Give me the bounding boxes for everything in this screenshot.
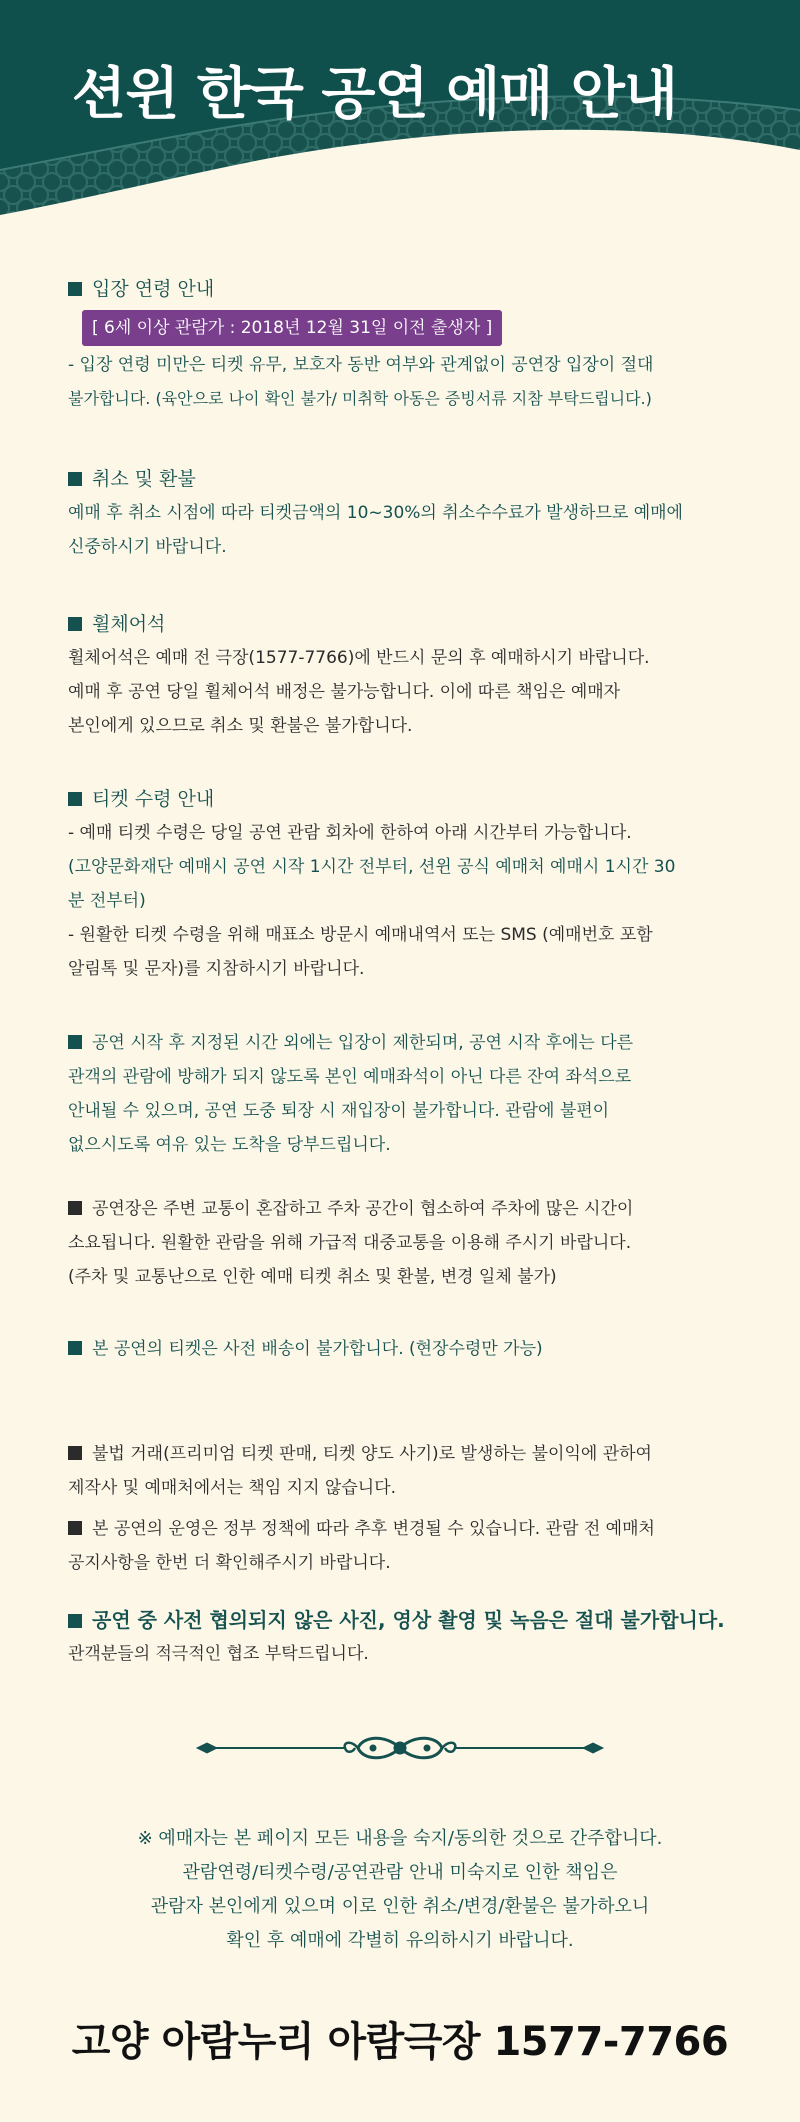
section-heading xyxy=(68,272,758,306)
section-line-text: 공연 시작 후 지정된 시간 외에는 입장이 제한되며, 공연 시작 후에는 다른 xyxy=(92,1033,634,1053)
agreement-notice xyxy=(0,1822,800,1958)
section-line: 소요됩니다. 원활한 관람을 위해 가급적 대중교통을 이용해 주시기 바랍니다. xyxy=(68,1233,632,1253)
section-line: 없으시도록 여유 있는 도착을 당부드립니다. xyxy=(68,1135,391,1155)
section-line: 관객분들의 적극적인 협조 부탁드립니다. xyxy=(68,1644,369,1664)
section-line xyxy=(68,1192,758,1226)
page-header xyxy=(0,0,800,230)
section-line: 제작사 및 예매처에서는 책임 지지 않습니다. xyxy=(68,1478,397,1498)
page-title: 션윈 한국 공연 예매 안내 xyxy=(72,62,677,127)
square-bullet-icon xyxy=(68,1035,82,1049)
section-age xyxy=(68,272,758,416)
square-bullet-icon xyxy=(68,1614,82,1628)
notice-line: 관람자 본인에게 있으며 이로 인한 취소/변경/환불은 불가하오니 xyxy=(150,1896,650,1917)
section-line: (주차 및 교통난으로 인한 예매 티켓 취소 및 환불, 변경 일체 불가) xyxy=(68,1267,557,1287)
square-bullet-icon xyxy=(68,617,82,631)
section-line: 불가합니다. (육안으로 나이 확인 불가/ 미취학 아동은 증빙서류 지참 부탁드립니다.) xyxy=(68,389,652,408)
section-recording xyxy=(68,1603,758,1671)
age-rating-badge: [ 6세 이상 관람가 : 2018년 12월 31일 이전 출생자 ] xyxy=(82,310,502,346)
section-parking xyxy=(68,1192,758,1294)
square-bullet-icon xyxy=(68,472,82,486)
section-line: - 예매 티켓 수령은 당일 공연 관람 회차에 한하여 아래 시간부터 가능합니다. xyxy=(68,823,632,843)
section-heading xyxy=(68,607,758,641)
square-bullet-icon xyxy=(68,282,82,296)
section-illegal xyxy=(68,1437,758,1505)
section-heading-text: 티켓 수령 안내 xyxy=(92,788,215,810)
section-line: 분 전부터) xyxy=(68,891,146,911)
square-bullet-icon xyxy=(68,1521,82,1535)
section-line: - 원활한 티켓 수령을 위해 매표소 방문시 예매내역서 또는 SMS (예매번호 포함 xyxy=(68,925,653,945)
section-line: 알림톡 및 문자)를 지참하시기 바랍니다. xyxy=(68,959,365,979)
section-heading-text: 휠체어석 xyxy=(92,613,166,635)
section-heading xyxy=(68,1603,758,1637)
section-line xyxy=(68,1437,758,1471)
section-policy xyxy=(68,1512,758,1580)
section-line: 예매 후 취소 시점에 따라 티켓금액의 10~30%의 취소수수료가 발생하므로 예매에 xyxy=(68,503,683,523)
notice-line: 확인 후 예매에 각별히 유의하시기 바랍니다. xyxy=(226,1930,574,1951)
section-ticket xyxy=(68,782,758,986)
section-line: 본인에게 있으므로 취소 및 환불은 불가합니다. xyxy=(68,716,413,736)
section-line: 관객의 관람에 방해가 되지 않도록 본인 예매좌석이 아닌 다른 잔여 좌석으로 xyxy=(68,1067,632,1087)
section-line: (고양문화재단 예매시 공연 시작 1시간 전부터, 션윈 공식 예매처 예매시 1시간 30 xyxy=(68,857,676,877)
section-line: - 입장 연령 미만은 티켓 유무, 보호자 동반 여부와 관계없이 공연장 입장이 절대 xyxy=(68,355,654,375)
section-line-text: 본 공연의 티켓은 사전 배송이 불가합니다. (현장수령만 가능) xyxy=(92,1339,543,1359)
section-line: 공지사항을 한번 더 확인해주시기 바랍니다. xyxy=(68,1553,391,1573)
square-bullet-icon xyxy=(68,1201,82,1215)
section-line: 안내될 수 있으며, 공연 도중 퇴장 시 재입장이 불가합니다. 관람에 불편이 xyxy=(68,1101,610,1121)
section-line: 신중하시기 바랍니다. xyxy=(68,537,227,557)
section-cancel xyxy=(68,462,758,564)
notice-line: ※ 예매자는 본 페이지 모든 내용을 숙지/동의한 것으로 간주합니다. xyxy=(137,1828,663,1849)
section-line xyxy=(68,1512,758,1546)
section-heading-text: 취소 및 환불 xyxy=(92,468,196,490)
square-bullet-icon xyxy=(68,1341,82,1355)
ornamental-divider xyxy=(195,1728,605,1768)
square-bullet-icon xyxy=(68,1446,82,1460)
section-heading-text: 입장 연령 안내 xyxy=(92,278,215,300)
section-late-entry xyxy=(68,1026,758,1162)
section-line: 휠체어석은 예매 전 극장(1577-7766)에 반드시 문의 후 예매하시기 바랍니다. xyxy=(68,648,650,668)
section-line-text: 불법 거래(프리미엄 티켓 판매, 티켓 양도 사기)로 발생하는 불이익에 관하여 xyxy=(92,1444,652,1464)
section-heading-text: 공연 중 사전 협의되지 않은 사진, 영상 촬영 및 녹음은 절대 불가합니다. xyxy=(92,1608,725,1632)
section-heading xyxy=(68,782,758,816)
section-delivery xyxy=(68,1332,758,1366)
section-line-text: 본 공연의 운영은 정부 정책에 따라 추후 변경될 수 있습니다. 관람 전 예매처 xyxy=(92,1519,655,1539)
venue-contact: 고양 아람누리 아람극장 1577-7766 xyxy=(71,2019,729,2065)
section-line xyxy=(68,1332,758,1366)
section-heading xyxy=(68,462,758,496)
section-line xyxy=(68,1026,758,1060)
section-line-text: 공연장은 주변 교통이 혼잡하고 주차 공간이 협소하여 주차에 많은 시간이 xyxy=(92,1199,634,1219)
square-bullet-icon xyxy=(68,792,82,806)
section-wheelchair xyxy=(68,607,758,743)
section-line: 예매 후 공연 당일 휠체어석 배정은 불가능합니다. 이에 따른 책임은 예매자 xyxy=(68,682,621,702)
notice-line: 관람연령/티켓수령/공연관람 안내 미숙지로 인한 책임은 xyxy=(182,1862,618,1883)
